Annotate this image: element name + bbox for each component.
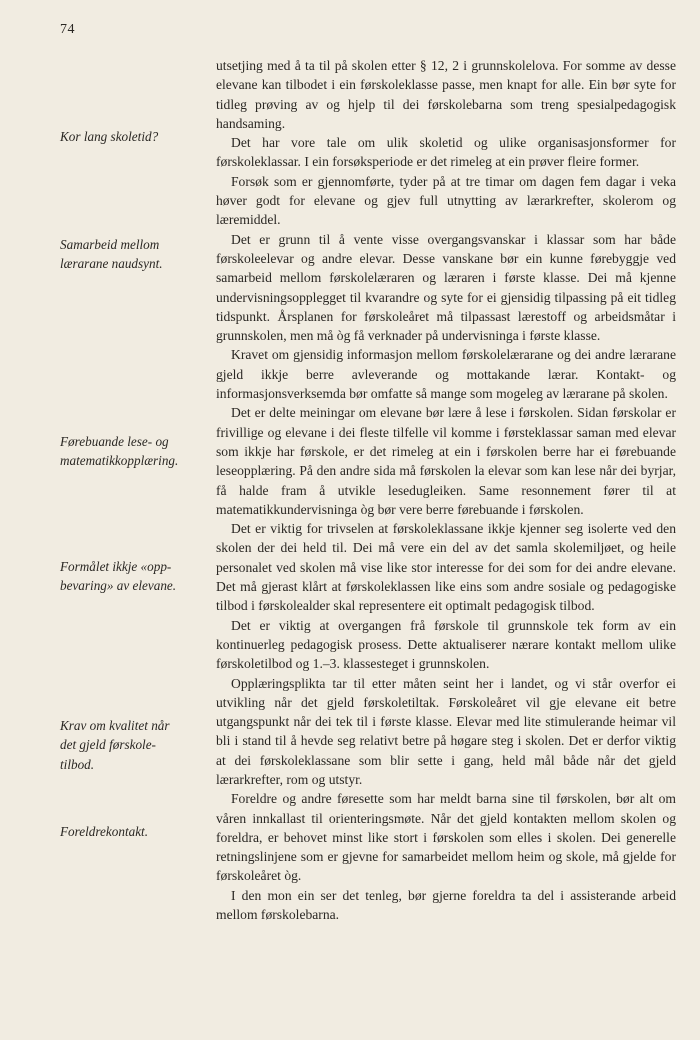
margin-note-formaal: Formålet ikkje «opp- bevaring» av elevane. — [60, 559, 177, 594]
body-text — [216, 56, 676, 924]
paragraph: Opplæringsplikta tar til etter måten seint her i landet, og vi står overfor ei utvikling når det gjeld førskoletiltak. Førskoleåret vil gje elevane eit betre utgangspunkt når dei tek til i første klasse. Elevar med lite stimulerande heimar vil bli i stand til å hevde seg relativt betre på høgare steg i skolen. Det er derfor viktig at dei førskoleklassane som blir sette i gang, held mål både når det gjeld lærarkrefter, rom og utstyr. — [216, 675, 676, 787]
paragraph: Det er viktig for trivselen at førskoleklassane ikkje kjenner seg isolerte ved den skolen der dei held til. Dei må vere ein del av det samla skolemiljøet, og heile personalet ved skolen må vise like stor interesse for dei som for dei andre elevane. Det må gjerast klårt at førskoleklassen like eins som andre sosiale og pedagogiske tilbod i førskolealder skal representere eit optimalt pedagogisk tilbod. — [216, 521, 676, 614]
page-number: 74 — [60, 22, 75, 37]
paragraph: utsetjing med å ta til på skolen etter § 12, 2 i grunnskolelova. For somme av desse elevane kan tilbodet i ein førskoleklasse passe, men knapt for alle. Ein bør syte for tidleg prøving av og hjelp til dei førskolebarna som treng spesialpedagogisk handsaming. — [216, 58, 676, 131]
paragraph: Det er grunn til å vente visse overgangsvanskar i klassar som har både førskoleelevar og andre elevar. Desse vanskane bør ein kunne førebyggje ved samarbeid mellom førskolelæraren og læraren i første klasse. Dei må kjenne undervisningsopplegget til kvarandre og syte for ei gjensidig tilpassing på eit tidleg tidspunkt. Årsplanen for førskoleåret må tilpassast lærestoff og arbeidsmåtar i grunnskolen, men må òg få verknader på undervisninga i første klasse. — [216, 231, 676, 344]
paragraph: Det har vore tale om ulik skoletid og ulike organisasjonsformer for førskoleklassar. I ein forsøksperiode er det rimeleg at ein prøver fleire former. — [216, 135, 676, 170]
margin-note-samarbeid: Samarbeid mellom lærarane naudsynt. — [60, 237, 163, 272]
margin-note-kvalitet: Krav om kvalitet når det gjeld førskole- tilbod. — [60, 718, 170, 772]
margin-note-skoletid: Kor lang skoletid? — [60, 129, 159, 144]
paragraph: Det er delte meiningar om elevane bør lære å lese i førskolen. Sidan førskolar er frivillige og elevane i dei fleste tilfelle vil komme i førsteklassar saman med elevar som ikkje har førskole, er det rimeleg at ein i førskolen berre har ei førebuande leseopplæring. På den andre sida må førskolen la elevar som kan lese når dei byrjar, få halde fram å utvikle lesedugleiken. Same resonnement fører til at matematikkundervisninga òg bør vere berre førebuande i førskolen. — [216, 405, 676, 517]
paragraph: Kravet om gjensidig informasjon mellom førskolelærarane og dei andre lærarane gjeld ikkje berre avleverande og mottakande lærar. Kontakt- og informasjonsverksemda bør omfatte så mange som mogeleg av lærarane på skolen. — [216, 347, 676, 402]
margin-note-leseopplaering: Førebuande lese- og matematikkopplæring. — [60, 434, 179, 469]
paragraph: Det er viktig at overgangen frå førskole til grunnskole tek form av ein kontinuerleg pedagogisk prosess. Dette aktualiserer nærare kontakt mellom ulike førskoletilbod og 1.–3. klassesteget i grunnskolen. — [216, 617, 676, 672]
paragraph: I den mon ein ser det tenleg, bør gjerne foreldra ta del i assisterande arbeid mellom førskolebarna. — [216, 887, 676, 923]
margin-note-foreldrekontakt: Foreldrekontakt. — [60, 824, 149, 839]
paragraph: Foreldre og andre føresette som har meldt barna sine til førskolen, bør alt om våren innkallast til orienteringsmøte. Når det gjeld kontakten mellom skolen og foreldra, er behovet minst like stort i førskolen som elles i skolen. Dei generelle retningslinjene som er gjevne for samarbeidet mellom heim og skole, må gjelde for førskoleåret òg. — [216, 791, 676, 884]
paragraph: Forsøk som er gjennomførte, tyder på at tre timar om dagen fem dagar i veka høver godt for elevane og gjev full utnytting av lærarkrefter, skolerom og læremiddel. — [216, 173, 676, 228]
